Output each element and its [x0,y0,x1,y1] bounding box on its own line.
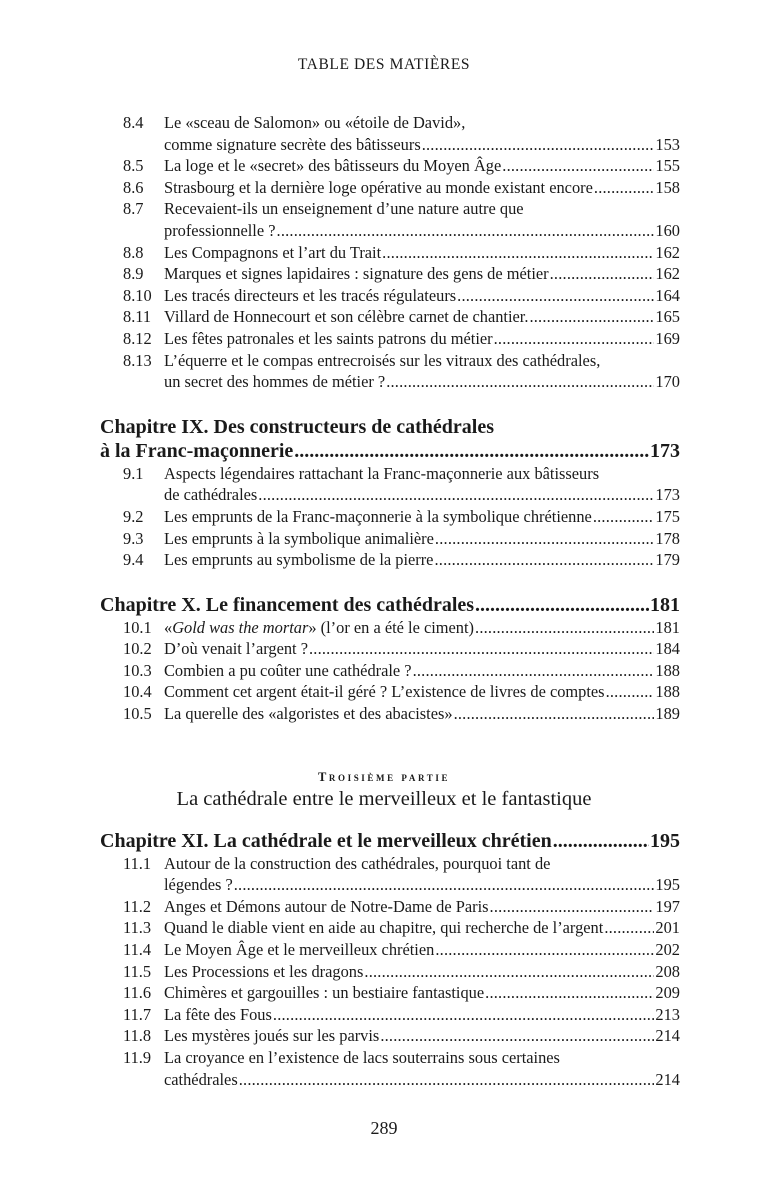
toc-entry [100,703,680,725]
section-page-number: 173 [655,485,680,505]
section-title: Villard de Honnecourt et son célèbre carnet de chantier. [164,307,529,327]
toc-entry-body [164,982,680,1004]
dot-leader [239,1069,655,1091]
section-page-number: 184 [655,639,680,659]
chapter-heading-9 [100,415,680,463]
toc-entry-body [164,306,680,328]
section-number: 8.13 [123,350,152,370]
toc-entry [100,306,680,328]
toc-entry [100,350,680,393]
toc-leader-line [100,371,680,393]
toc-leader-line [164,528,680,550]
chapter-title-line: Chapitre IX. Des constructeurs de cathédrales [100,415,495,438]
section-number: 11.7 [123,1004,152,1024]
section-page-number: 202 [655,940,680,960]
section-page-number: 201 [655,918,680,938]
section-list-chapter-10 [100,617,680,725]
toc-entry-row [100,617,680,639]
toc-leader-line [100,220,680,242]
section-title: D’où venait l’argent ? [164,639,308,659]
section-page-number: 164 [655,285,680,305]
section-title: Chimères et gargouilles : un bestiaire fantastique [164,983,485,1003]
dot-leader [490,896,655,918]
running-head: TABLE DES MATIÈRES [297,56,471,73]
section-number: 11.8 [123,1026,152,1046]
toc-entry [100,1047,680,1090]
section-title-line: légendes ? [164,875,233,895]
toc-entry-row [100,177,680,199]
section-title-rest: » (l’or en a été le ciment) [308,617,475,637]
toc-entry-body [164,853,680,875]
toc-entry-body [164,263,680,285]
toc-leader-line [164,917,680,939]
toc-entry-body [164,703,680,725]
toc-leader-line [164,263,680,285]
toc-entry [100,638,680,660]
section-title-line: L’équerre et le compas entrecroisés sur les vitraux des cathédrales, [164,350,601,370]
toc-leader-line [164,982,680,1004]
toc-entry-row [100,853,680,875]
section-title: Les fêtes patronales et les saints patrons du métier [164,328,493,348]
toc-entry-row [100,350,680,372]
section-number: 11.5 [123,961,152,981]
toc-entry-row [100,528,680,550]
toc-entry-row [100,982,680,1004]
section-number: 11.2 [123,896,152,916]
toc-entry-body [164,681,680,703]
toc-leader-line [164,306,680,328]
toc-entry [100,112,680,155]
section-number: 10.2 [123,639,152,659]
section-number: 8.4 [123,113,144,132]
section-list-chapter-9 [100,463,680,571]
dot-leader [550,263,655,285]
chapter-heading-10 [100,593,680,617]
dot-leader [364,961,654,983]
section-page-number: 155 [655,156,680,176]
toc-entry-row [100,463,680,485]
section-number: 9.2 [123,506,144,526]
section-title-line: cathédrales [164,1069,238,1089]
section-page-number: 153 [655,134,680,154]
toc-entry-row [100,506,680,528]
dot-leader [422,134,655,156]
toc-leader-line [164,177,680,199]
chapter-page-number: 181 [650,593,680,616]
toc-entry [100,285,680,307]
section-number: 9.4 [123,550,144,570]
toc-entry-row [100,328,680,350]
section-number: 8.12 [123,328,152,348]
toc-entry-row [100,549,680,571]
toc-entry-body [164,638,680,660]
toc-entry-body [164,242,680,264]
section-title: Les Processions et les dragons [164,961,364,981]
toc-entry [100,155,680,177]
toc-entry-row [100,1047,680,1069]
section-number: 11.6 [123,983,152,1003]
section-title: La querelle des «algoristes et des abacistes» [164,704,453,724]
part-title: La cathédrale entre le merveilleux et le fantastique [176,787,592,810]
toc-entry [100,263,680,285]
toc-entry-row [100,638,680,660]
section-title: Les emprunts au symbolisme de la pierre [164,550,434,570]
toc-leader-line [164,549,680,571]
section-title: Le Moyen Âge et le merveilleux chrétien [164,940,435,960]
dot-leader [529,306,654,328]
section-page-number: 209 [655,983,680,1003]
toc-entry-row [100,242,680,264]
toc-leader-line [164,617,680,639]
toc-entry-row [100,1004,680,1026]
toc-entry-row [100,155,680,177]
dot-leader [258,484,654,506]
dot-leader [457,285,654,307]
dot-leader [475,617,654,639]
toc-entry [100,939,680,961]
toc-entry-row [100,939,680,961]
section-page-number: 169 [655,328,680,348]
toc-entry-body [164,463,680,485]
toc-entry-row [100,306,680,328]
section-page-number: 208 [655,961,680,981]
toc-entry [100,917,680,939]
section-number: 11.4 [123,940,152,960]
toc-entry-body [164,1047,680,1069]
chapter-title: Chapitre X. Le financement des cathédrales [100,593,475,616]
toc-entry-body [164,155,680,177]
section-page-number: 181 [655,617,680,637]
dot-leader [435,939,654,961]
toc-entry-row [100,112,680,134]
section-title: La loge et le «secret» des bâtisseurs du Moyen Âge [164,156,502,176]
chapter-title: Chapitre XI. La cathédrale et le merveilleux chrétien [100,829,552,852]
toc-entry [100,463,680,506]
toc-entry-body [164,660,680,682]
section-page-number: 162 [655,264,680,284]
section-title-line: Le «sceau de Salomon» ou «étoile de David», [164,113,466,132]
section-page-number: 214 [655,1026,680,1046]
toc-leader-line [164,638,680,660]
chapter-title-leader [100,593,680,617]
section-title [164,617,474,639]
section-number: 11.3 [123,918,152,938]
section-title: Strasbourg et la dernière loge opérative au monde existant encore [164,177,593,197]
toc-entry-row [100,681,680,703]
toc-leader-line [164,506,680,528]
toc-leader-line [164,1025,680,1047]
toc-leader-line [164,155,680,177]
toc-entry-body [164,285,680,307]
toc-entry-body [164,177,680,199]
section-title: Comment cet argent était-il géré ? L’existence de livres de comptes [164,682,605,702]
section-title-line: un secret des hommes de métier ? [164,372,386,392]
section-number: 8.5 [123,156,144,176]
section-title-line: La croyance en l’existence de lacs souterrains sous certaines [164,1048,560,1067]
toc-entry-row [100,896,680,918]
toc-entry-body [164,961,680,983]
toc-leader-line [164,328,680,350]
section-number: 9.3 [123,528,144,548]
toc-leader-line [100,874,680,896]
section-list-chapter-11 [100,853,680,1091]
section-title: Combien a pu coûter une cathédrale ? [164,660,412,680]
section-page-number: 170 [655,372,680,392]
dot-leader [386,371,654,393]
toc-leader-line [164,896,680,918]
section-page-number: 160 [655,220,680,240]
section-title: La fête des Fous [164,1004,272,1024]
toc-entry [100,896,680,918]
dot-leader [604,917,654,939]
section-page-number: 158 [655,177,680,197]
toc-leader-line [164,939,680,961]
toc-entry [100,328,680,350]
chapter-title-line: à la Franc-maçonnerie [100,439,294,462]
section-number: 8.10 [123,285,152,305]
part-label: Troisième partie [317,769,451,784]
chapter-title-leader [100,439,680,463]
dot-leader [382,242,654,264]
dot-leader [594,177,655,199]
dot-leader [277,220,655,242]
section-title-line: Aspects légendaires rattachant la Franc-maçonnerie aux bâtisseurs [164,463,600,483]
toc-entry-row [100,961,680,983]
section-title: Les emprunts à la symbolique animalière [164,528,434,548]
section-number: 8.8 [123,242,144,262]
toc-entry [100,853,680,896]
toc-entry-body [164,896,680,918]
toc-entry-row [100,285,680,307]
section-number: 10.5 [123,704,152,724]
toc-entry-row [100,1025,680,1047]
dot-leader [273,1004,655,1026]
quote-open: « [164,617,173,637]
toc-entry-body [164,1025,680,1047]
toc-entry-body [164,617,680,639]
toc-leader-line [164,285,680,307]
section-page-number: 214 [655,1069,680,1089]
dot-leader [309,638,654,660]
dot-leader [485,982,654,1004]
dot-leader [435,528,654,550]
section-number: 10.4 [123,682,152,702]
dot-leader [380,1025,654,1047]
section-page-number: 213 [655,1004,680,1024]
toc-leader-line [164,703,680,725]
toc-entry-body [164,112,680,134]
section-page-number: 178 [655,528,680,548]
section-title-italic: Gold was the mortar [172,617,309,637]
toc-leader-line [100,1069,680,1091]
toc-entry [100,1004,680,1026]
toc-entry-body [164,198,680,220]
toc-entry [100,177,680,199]
toc-entry [100,506,680,528]
section-title: Les emprunts de la Franc-maçonnerie à la symbolique chrétienne [164,506,592,526]
section-number: 9.1 [123,463,144,483]
section-number: 11.1 [123,853,152,873]
toc-entry-row [100,703,680,725]
toc-entry-row [100,660,680,682]
toc-entry-body [164,328,680,350]
toc-entry-body [164,350,680,372]
dot-leader [553,829,649,853]
dot-leader [454,703,655,725]
section-number: 8.9 [123,264,144,284]
table-of-contents [100,112,680,1090]
section-title: Anges et Démons autour de Notre-Dame de Paris [164,896,489,916]
section-page-number: 197 [655,896,680,916]
section-title: Les Compagnons et l’art du Trait [164,242,382,262]
toc-leader-line [164,660,680,682]
toc-entry [100,528,680,550]
section-page-number: 189 [655,704,680,724]
toc-leader-line [164,681,680,703]
section-title-line: Autour de la construction des cathédrales, pourquoi tant de [164,853,551,873]
dot-leader [502,155,654,177]
section-title-line: de cathédrales [164,485,258,505]
section-number: 8.11 [123,307,152,327]
toc-entry-body [164,528,680,550]
dot-leader [606,681,655,703]
dot-leader [294,439,649,463]
toc-entry-row [100,263,680,285]
toc-entry-body [164,917,680,939]
chapter-heading-11 [100,829,680,853]
toc-entry [100,961,680,983]
section-title: Marques et signes lapidaires : signature des gens de métier [164,264,549,284]
toc-leader-line [100,484,680,506]
section-page-number: 162 [655,242,680,262]
section-title: Les mystères joués sur les parvis [164,1026,380,1046]
section-number: 10.3 [123,660,152,680]
section-title-line: comme signature secrète des bâtisseurs [164,134,421,154]
section-title-line: Recevaient-ils un enseignement d’une nature autre que [164,199,524,219]
section-page-number: 195 [655,875,680,895]
toc-leader-line [100,134,680,156]
page-number: 289 [370,1118,398,1138]
toc-entry [100,982,680,1004]
toc-entry [100,617,680,639]
section-number: 8.7 [123,199,144,219]
section-title: Les tracés directeurs et les tracés régulateurs [164,285,457,305]
toc-entry-body [164,549,680,571]
toc-entry-body [164,506,680,528]
toc-entry [100,198,680,241]
section-page-number: 188 [655,660,680,680]
toc-leader-line [164,1004,680,1026]
section-page-number: 175 [655,506,680,526]
section-list-chapter-8 [100,112,680,393]
toc-entry-body [164,939,680,961]
chapter-title-leader [100,829,680,853]
dot-leader [593,506,655,528]
chapter-page-number: 195 [650,829,680,852]
toc-entry-body [164,1004,680,1026]
section-title: Quand le diable vient en aide au chapitre, qui recherche de l’argent [164,918,604,938]
toc-leader-line [164,961,680,983]
chapter-page-number: 173 [650,439,680,462]
toc-entry [100,660,680,682]
dot-leader [234,874,655,896]
section-number: 10.1 [123,617,152,637]
dot-leader [413,660,655,682]
dot-leader [434,549,654,571]
toc-entry [100,1025,680,1047]
dot-leader [494,328,655,350]
toc-entry-row [100,917,680,939]
toc-entry-row [100,198,680,220]
toc-leader-line [164,242,680,264]
section-number: 11.9 [123,1048,152,1067]
dot-leader [475,593,649,617]
toc-entry [100,549,680,571]
section-page-number: 179 [655,550,680,570]
section-number: 8.6 [123,177,144,197]
section-page-number: 165 [655,307,680,327]
section-page-number: 188 [655,682,680,702]
toc-entry [100,681,680,703]
toc-entry [100,242,680,264]
section-title-line: professionnelle ? [164,220,276,240]
